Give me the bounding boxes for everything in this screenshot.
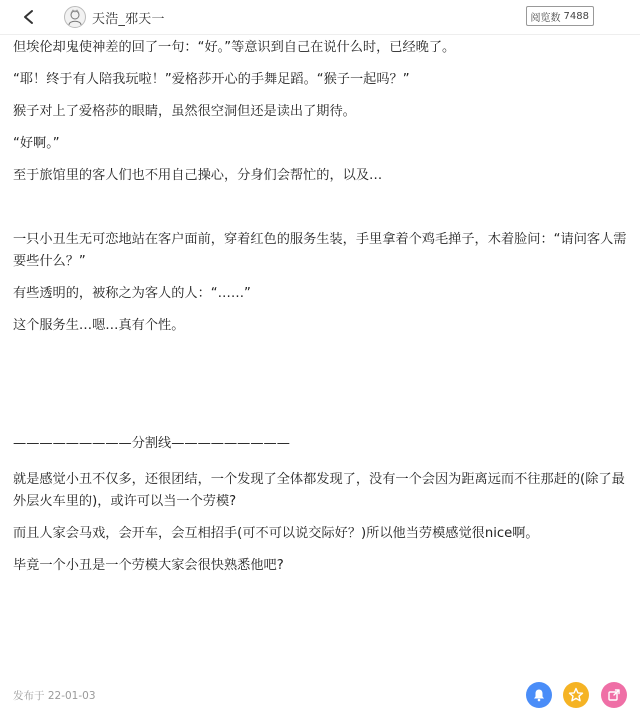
paragraph: 而且人家会马戏，会开车，会互相招手(可不可以说交际好？)所以他当劳模感觉很nice啊。 [13,526,539,541]
views-count: 7488 [563,10,589,22]
divider-text: —————————分割线————————— [13,436,290,451]
paragraph: 有些透明的，被称之为客人的人：“……” [13,286,251,301]
paragraph: 毕竟一个小丑是一个劳模大家会很快熟悉他吧? [13,558,284,573]
paragraph: 猴子对上了爱格莎的眼睛，虽然很空洞但还是读出了期待。 [13,104,356,119]
publish-date: 发布于 22-01-03 [13,690,96,702]
share-button[interactable] [601,682,627,708]
notify-button[interactable] [526,682,552,708]
paragraph: 一只小丑生无可恋地站在客户面前，穿着红色的服务生装，手里拿着个鸡毛掸子，木着脸问：“请问客人需要些什么？” [13,232,627,269]
paragraph: 就是感觉小丑不仅多，还很团结，一个发现了全体都发现了，没有一个会因为距离远而不往那赶的(除了最外层火车里的)，或许可以当一个劳模? [13,472,625,509]
chevron-left-icon [22,9,36,25]
article-body [13,37,628,577]
paragraph: 但埃伦却鬼使神差的回了一句：“好。”等意识到自己在说什么时，已经晚了。 [13,40,456,55]
avatar-image [66,8,84,26]
paragraph: 这个服务生…嗯…真有个性。 [13,318,185,333]
back-button[interactable] [10,0,48,34]
views-label: 阅览数 [530,12,561,24]
author-name[interactable]: 天浩_邪天一 [92,11,165,27]
top-bar [0,0,640,35]
bell-icon [532,688,546,702]
share-icon [607,688,621,702]
paragraph: “好啊。” [13,136,60,151]
star-icon [568,687,584,703]
paragraph: 至于旅馆里的客人们也不用自己操心，分身们会帮忙的，以及… [13,168,383,183]
avatar[interactable] [64,6,86,28]
views-badge [526,6,594,26]
favorite-button[interactable] [563,682,589,708]
paragraph: “耶！终于有人陪我玩啦！”爱格莎开心的手舞足蹈。“猴子一起吗？” [13,72,410,87]
